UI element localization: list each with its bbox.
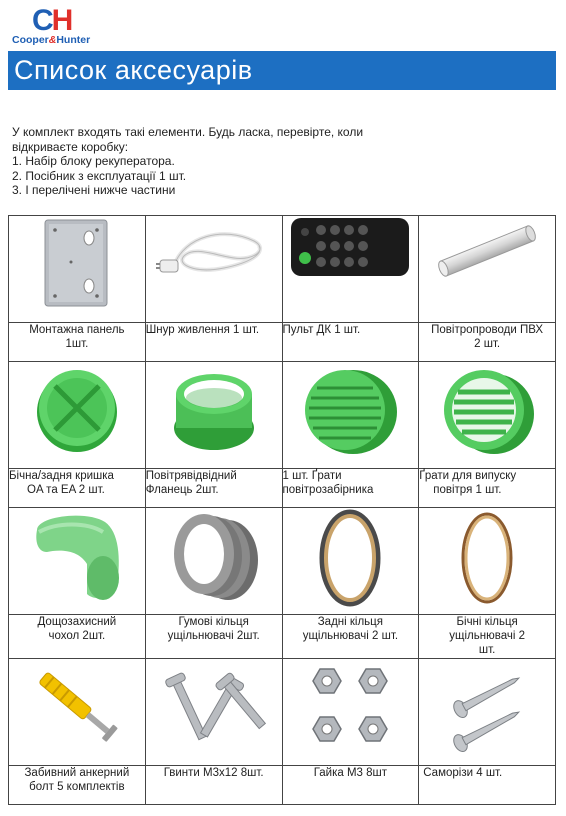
rain-hood-icon [27, 508, 127, 604]
table-row [9, 361, 556, 468]
item-caption: Забивний анкерний болт 5 комплектів [9, 766, 146, 805]
intro-line: 2. Посібник з експлуатації 1 шт. [12, 168, 187, 183]
intro-line: 1. Набір блоку рекуператора. [12, 154, 175, 168]
table-row [9, 507, 556, 614]
item-image-cell [419, 507, 556, 614]
item-caption: Шнур живлення 1 шт. [145, 323, 282, 362]
item-caption: Гвинти М3х12 8шт. [145, 766, 282, 805]
item-image-cell [282, 507, 419, 614]
item-image-cell [145, 216, 282, 323]
accessories-table [8, 215, 556, 805]
power-cord-icon [154, 216, 274, 286]
item-caption: Монтажна панель 1шт. [9, 323, 146, 362]
self-tapping-screws-icon [437, 659, 537, 755]
item-caption: Бічні кільця ущільнювачі 2 шт. [419, 615, 556, 659]
item-image-cell [9, 507, 146, 614]
item-image-cell [282, 216, 419, 323]
item-image-cell [282, 658, 419, 765]
item-image-cell [419, 216, 556, 323]
air-flange-icon [164, 362, 264, 458]
item-image-cell [145, 658, 282, 765]
item-image-cell [419, 658, 556, 765]
table-row [9, 615, 556, 659]
item-image-cell [9, 216, 146, 323]
item-caption: Бічна/задня кришка OA та EA 2 шт. [9, 469, 146, 508]
item-caption: Гайка М3 8шт [282, 766, 419, 805]
item-caption: Повітропроводи ПВХ 2 шт. [419, 323, 556, 362]
item-caption: Повітрявідвідний Фланець 2шт. [145, 469, 282, 508]
logo-wordmark: Cooper&Hunter [12, 34, 91, 46]
anchor-bolt-icon [22, 659, 132, 755]
screws-icon [159, 659, 269, 755]
table-row [9, 658, 556, 765]
table-row [9, 323, 556, 362]
nuts-icon [300, 659, 400, 755]
item-image-cell [282, 361, 419, 468]
item-image-cell [145, 361, 282, 468]
table-row [9, 469, 556, 508]
rubber-rings-icon [164, 508, 264, 604]
item-caption: Ґрати для випуску повітря 1 шт. [419, 469, 556, 508]
side-seal-ring-icon [452, 508, 522, 608]
intake-grille-icon [297, 362, 403, 458]
side-cover-icon [29, 362, 125, 458]
item-caption: 1 шт. Ґрати повітрозабірника [282, 469, 419, 508]
intro-line: 3. І перелічені нижче частини [12, 183, 176, 197]
item-image-cell [419, 361, 556, 468]
item-caption: Пульт ДК 1 шт. [282, 323, 419, 362]
item-caption: Гумові кільця ущільнювачі 2шт. [145, 615, 282, 659]
intro-line: відкриваєте коробку: [12, 139, 129, 154]
rear-seal-ring-icon [315, 508, 385, 608]
page-title: Список аксесуарів [8, 51, 556, 90]
item-image-cell [145, 507, 282, 614]
intro-text [12, 125, 432, 198]
item-caption: Дощозахисний чохол 2шт. [9, 615, 146, 659]
exhaust-grille-icon [434, 362, 540, 458]
item-image-cell [9, 658, 146, 765]
item-image-cell [9, 361, 146, 468]
table-row [9, 766, 556, 805]
table-row [9, 216, 556, 323]
brand-logo [12, 6, 117, 46]
logo-mark: CH [32, 4, 72, 37]
item-caption: Саморізи 4 шт. [419, 766, 556, 805]
pvc-duct-icon [432, 216, 542, 286]
mounting-panel-icon [37, 216, 117, 312]
intro-line: У комплект входять такі елементи. Будь ласка, перевірте, коли [12, 125, 364, 139]
item-caption: Задні кільця ущільнювачі 2 шт. [282, 615, 419, 659]
remote-control-icon [287, 216, 413, 278]
